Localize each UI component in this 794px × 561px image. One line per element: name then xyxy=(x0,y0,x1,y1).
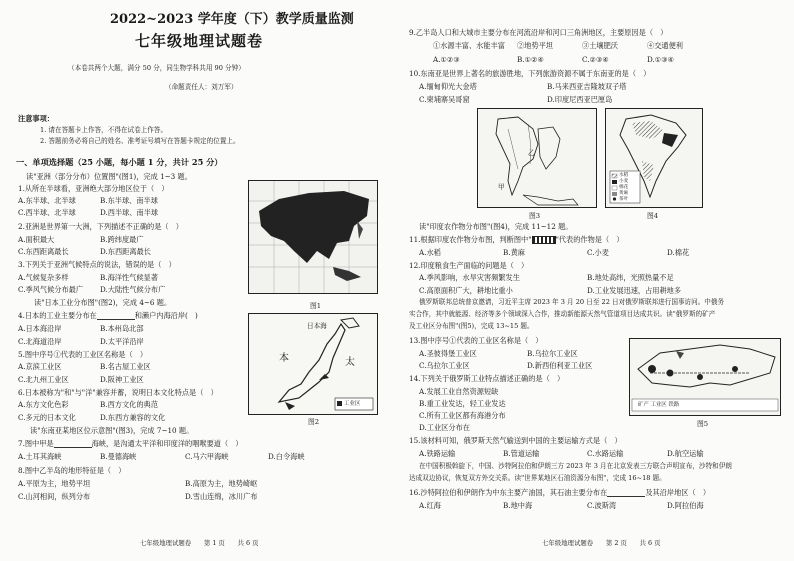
option-10c: C.柬埔寨吴哥窟 xyxy=(419,95,470,104)
option-16d: D.阿拉伯海 xyxy=(667,501,704,510)
legend-rice: 水稻 xyxy=(619,173,629,178)
question-5: 5.图中序号①代表的工业区名称是（ ） xyxy=(18,350,148,359)
option-8b: B.高原为主，地势崎岖 xyxy=(185,479,258,488)
legend-jute: 黄麻 xyxy=(619,191,629,196)
option-12c: C.高原面积广大，耕地比重小 xyxy=(419,286,513,295)
statement-2: ②地势平坦 xyxy=(517,41,553,50)
figure-caption: 图5 xyxy=(697,420,709,428)
exam-author: （命题责任人：刘万军） xyxy=(165,83,238,91)
question-7: 7.图中甲是 海峡，是沟通太平洋和印度洋的咽喉要道（ ） xyxy=(18,439,243,448)
figure-caption: 图3 xyxy=(529,212,541,220)
passage-line: 及工业区分布图"(图5)，完成 13~15 题。 xyxy=(409,322,534,330)
option-10b: B.马来西亚吉隆坡双子塔 xyxy=(547,82,627,91)
option-7c: C.马六甲海峡 xyxy=(185,452,229,461)
strait-jia-label: 甲 xyxy=(498,183,505,191)
question-16: 16.沙特阿拉伯和伊朗作为中东主要产油国，其石油主要分布在 及其沿岸地区（ ） xyxy=(409,488,711,497)
question-4: 4.日本的工业主要分布在 和濑户内海沿岸( ) xyxy=(18,311,198,320)
russia-legend: 矿产 工业区 铁路 xyxy=(638,402,680,408)
statement-4: ④交通便利 xyxy=(647,41,683,50)
option-4a: A.日本海沿岸 xyxy=(18,324,62,333)
legend-tea: 茶叶 xyxy=(619,197,629,202)
option-10d: D.印度尼西亚巴厘岛 xyxy=(547,95,613,104)
question-11: 11.根据印度农作物分布图，判断图中" "代表的作物是（ ） xyxy=(409,235,624,244)
passage-line: 实合作，其中就能源、经济等多个领域深入合作，推动新能源天然气管道项目达成共识。读"俄罗斯的矿产 xyxy=(409,310,716,318)
option-11a: A.水稻 xyxy=(419,248,441,257)
answer-blank xyxy=(607,489,645,497)
option-13d: D.新西伯利亚工业区 xyxy=(527,361,593,370)
option-12a: A.季风影响，水旱灾害频繁发生 xyxy=(419,273,520,282)
option-3b: B.海洋性气候显著 xyxy=(100,273,158,282)
option-7d: D.白令海峡 xyxy=(268,452,305,461)
option-11b: B.黄麻 xyxy=(503,248,525,257)
option-9c: C.②③④ xyxy=(582,55,609,64)
option-2c: C.东西距离最长 xyxy=(18,247,69,256)
question-3: 3.下列关于亚洲气候特点的说法，错误的是（ ） xyxy=(18,260,176,269)
passage-line: 俄罗斯联邦总统普京邀请，习近平主席 2023 年 3 月 20 日至 22 日对俄罗斯联邦进行国事访问。中俄务 xyxy=(419,298,725,306)
statement-3: ③土壤肥沃 xyxy=(582,41,618,50)
option-6a: A.东方文化色彩 xyxy=(18,400,69,409)
question-14: 14.下列关于俄罗斯工业特点描述正确的是（ ） xyxy=(409,374,565,383)
japan-sea-label: 日本海 xyxy=(307,322,327,330)
legend-wheat: 小麦 xyxy=(619,179,629,184)
option-1a: A.东半球、北半球 xyxy=(18,196,76,205)
option-3c: C.季风气候分布最广 xyxy=(18,285,84,294)
option-10a: A.缅甸仰光大金塔 xyxy=(419,82,477,91)
peninsula-yi-label: 乙 xyxy=(528,149,535,157)
question-8: 8.图中乙半岛的地形特征是（ ） xyxy=(18,466,126,475)
option-11c: C.小麦 xyxy=(587,248,609,257)
option-8c: C.山河相间，纵列分布 xyxy=(18,492,91,501)
option-4c: C.北海道沿岸 xyxy=(18,337,62,346)
option-2d: D.东西距离最长 xyxy=(100,247,151,256)
option-1c: C.西半球、北半球 xyxy=(18,208,76,217)
section-1-heading: 一、单项选择题（25 小题，每小题 1 分，共计 25 分） xyxy=(16,157,223,167)
statement-1: ①水源丰富、水能丰富 xyxy=(433,41,505,50)
option-13c: C.乌拉尔工业区 xyxy=(419,361,470,370)
option-12d: D.工业发展迅速，占用耕地多 xyxy=(587,286,682,295)
option-14b: B.重工业发达，轻工业发达 xyxy=(419,399,506,408)
notice-heading: 注意事项： xyxy=(18,114,54,123)
option-15a: A.铁路运输 xyxy=(419,449,456,458)
option-14d: D.工业区分布在 xyxy=(419,423,470,432)
option-15c: C.水路运输 xyxy=(587,449,624,458)
answer-blank xyxy=(97,312,135,320)
question-13: 13.图中序号①代表的工业区名称是（ ） xyxy=(409,336,543,345)
option-9b: B.①②④ xyxy=(517,55,544,64)
option-16a: A.红海 xyxy=(419,501,441,510)
page-footer: 七年级地理试题卷 第 2 页 共 6 页 xyxy=(542,539,661,547)
option-2b: B.跨纬度最广 xyxy=(100,235,144,244)
option-7a: A.土耳其海峡 xyxy=(18,452,62,461)
legend-industry: 工业区 xyxy=(344,401,361,407)
question-15: 15.该材料可知，俄罗斯天然气输送到中国的主要运输方式是（ ） xyxy=(409,436,622,445)
figure-caption: 图1 xyxy=(310,302,322,310)
figure-caption: 图4 xyxy=(647,212,659,220)
passage-line: 达成双边协议，恢复双方外交关系。读"世界某地区石油资源分布图"，完成 16~18 题。 xyxy=(409,474,666,482)
russia-map-figure xyxy=(629,338,781,416)
legend-cotton: 棉花 xyxy=(619,185,629,190)
option-5b: B.名古屋工业区 xyxy=(100,362,151,371)
option-14c: C.所有工业区都有海港分布 xyxy=(419,411,506,420)
page-footer: 七年级地理试题卷 第 1 页 共 6 页 xyxy=(140,539,259,547)
legend-symbol-icon xyxy=(532,236,556,244)
option-8d: D.雪山连绵，冰川广布 xyxy=(185,492,258,501)
intro-q1-3: 读"亚洲（部分分布）位置图"(图1)，完成 1~3 题。 xyxy=(26,172,192,181)
passage-line: 在中国积极斡旋下，中国、沙特阿拉伯和伊朗三方 2023 年 3 月在北京发表三方联合声明宣布，沙特和伊朗 xyxy=(419,462,732,470)
option-4b: B.本州岛北部 xyxy=(100,324,144,333)
option-2a: A.面积最大 xyxy=(18,235,55,244)
option-9a: A.①②③ xyxy=(433,55,460,64)
exam-note: （本卷共两个大题，满分 50 分，同生物学科共用 90 分钟） xyxy=(68,64,245,72)
question-9: 9.乙半岛人口和大城市主要分布在河流沿岸和河口三角洲地区，主要原因是（ ） xyxy=(409,28,668,37)
india-crop-map-figure xyxy=(605,108,703,208)
honshu-label: 本 xyxy=(279,353,289,364)
answer-blank xyxy=(54,440,92,448)
exam-year-heading: 2022~2023 学年度（下）教学质量监测 xyxy=(110,12,354,27)
option-12b: B.地处高纬，光照热量不足 xyxy=(587,273,674,282)
option-14a: A.发展工业自然资源短缺 xyxy=(419,387,499,396)
option-1d: D.西半球、南半球 xyxy=(100,208,159,217)
pacific-label: 太 xyxy=(345,357,355,368)
page-2 xyxy=(397,0,794,561)
intro-q7-10: 读"东南亚某地区位示意图"(图3)，完成 7~10 题。 xyxy=(30,426,194,435)
option-16b: B.地中海 xyxy=(503,501,533,510)
southeast-asia-map-figure xyxy=(477,108,597,208)
option-7b: B.曼德海峡 xyxy=(100,452,137,461)
exam-title: 七年级地理试题卷 xyxy=(135,32,264,50)
question-10: 10.东南亚是世界上著名的旅游胜地，下列旅游资源不属于东南亚的是（ ） xyxy=(409,69,651,78)
option-13b: B.乌拉尔工业区 xyxy=(527,349,578,358)
option-13a: A.圣彼得堡工业区 xyxy=(419,349,477,358)
option-6d: D.东西方兼容的文化 xyxy=(100,413,166,422)
option-1b: B.东半球、南半球 xyxy=(100,196,158,205)
question-2: 2.亚洲是世界第一大洲，下列描述不正确的是（ ） xyxy=(18,222,183,231)
option-15b: B.管道运输 xyxy=(503,449,540,458)
notice-item: 1. 请在答题卡上作答，不得在试卷上作答。 xyxy=(40,126,168,134)
option-3a: A.气候复杂多样 xyxy=(18,273,69,282)
option-4d: D.太平洋沿岸 xyxy=(100,337,144,346)
asia-map-figure xyxy=(248,180,378,294)
option-9d: D.①③④ xyxy=(647,55,675,64)
option-3d: D.大陆性气候分布广 xyxy=(100,285,166,294)
option-5d: D.阪神工业区 xyxy=(100,375,144,384)
option-15d: D.航空运输 xyxy=(667,449,704,458)
option-16c: C.波斯湾 xyxy=(587,501,617,510)
intro-q11-12: 读"印度农作物分布图"(图4)，完成 11~12 题。 xyxy=(419,222,573,231)
intro-q4-6: 读"日本工业分布图"(图2)，完成 4~6 题。 xyxy=(34,298,172,307)
question-12: 12.印度粮食生产面临的问题是（ ） xyxy=(409,261,529,270)
figure-caption: 图2 xyxy=(308,418,320,426)
option-5c: C.北九州工业区 xyxy=(18,375,69,384)
option-6b: B.西方文化的典范 xyxy=(100,400,158,409)
notice-item: 2. 答题前务必将自己的姓名、准考证号填写在答题卡规定的位置上。 xyxy=(40,137,240,145)
question-6: 6.日本被称为"和"与"洋"兼容并蓄，说明日本文化特点是（ ） xyxy=(18,388,218,397)
question-1: 1.从所在半球看，亚洲绝大部分地区位于（ ） xyxy=(18,184,169,193)
japan-map-figure xyxy=(248,313,378,415)
option-11d: D.棉花 xyxy=(667,248,690,257)
option-5a: A.京滨工业区 xyxy=(18,362,62,371)
option-8a: A.平原为主，地势平坦 xyxy=(18,479,91,488)
option-6c: C.多元的日本文化 xyxy=(18,413,76,422)
